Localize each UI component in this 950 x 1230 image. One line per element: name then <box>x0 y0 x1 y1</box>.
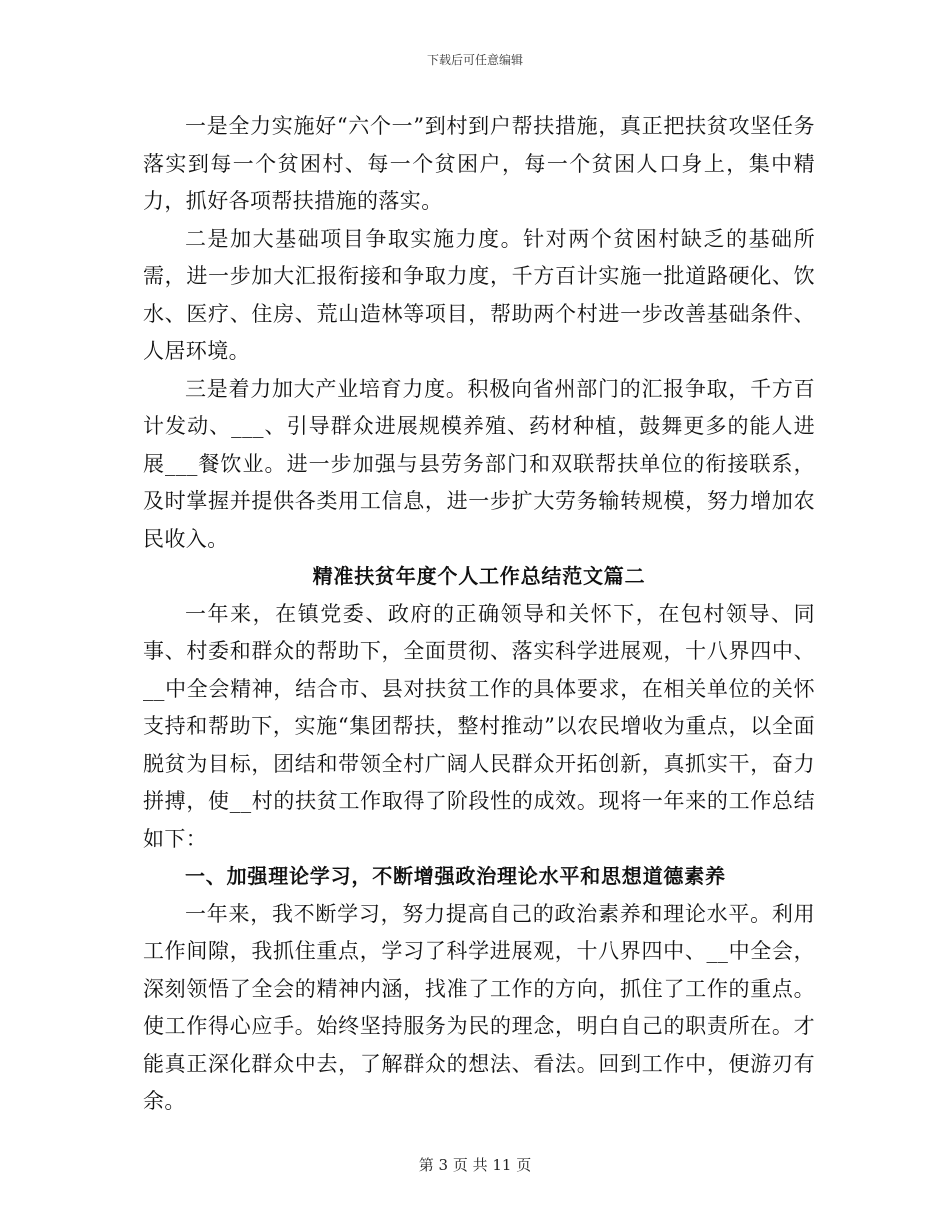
paragraph-measure-three: 三是着力加大产业培育力度。积极向省州部门的汇报争取，千方百计发动、___、引导群众进展规模养殖、药材种植，鼓舞更多的能人进展___餐饮业。进一步加强与县劳务部门和双联帮扶单位的衔接联系，及时掌握并提供各类用工信息，进一步扩大劳务输转规模，努力增加农民收入。 <box>143 376 815 551</box>
paragraph-section-one: 一年来，我不断学习，努力提高自己的政治素养和理论水平。利用工作间隙，我抓住重点，学习了科学进展观，十八界四中、__中全会，深刻领悟了全会的精神内涵，找准了工作的方向，抓住了工作的重点。使工作得心应手。始终坚持服务为民的理念，明白自己的职责所在。才能真正深化群众中去，了解群众的想法、看法。回到工作中，便游刃有余。 <box>143 901 815 1113</box>
paragraph-measure-one: 一是全力实施好“六个一”到村到户帮扶措施，真正把扶贫攻坚任务落实到每一个贫困村、每一个贫困户，每一个贫困人口身上，集中精力，抓好各项帮扶措施的落实。 <box>143 114 815 213</box>
page-footer: 第 3 页 共 11 页 <box>418 1156 532 1174</box>
paragraph-measure-two: 二是加大基础项目争取实施力度。针对两个贫困村缺乏的基础所需，进一步加大汇报衔接和争取力度，千方百计实施一批道路硬化、饮水、医疗、住房、荒山造林等项目，帮助两个村进一步改善基础条件、人居环境。 <box>143 226 815 363</box>
article-title: 精准扶贫年度个人工作总结范文篇二 <box>312 564 646 588</box>
paragraph-intro: 一年来，在镇党委、政府的正确领导和关怀下，在包村领导、同事、村委和群众的帮助下，全面贯彻、落实科学进展观，十八界四中、__中全会精神，结合市、县对扶贫工作的具体要求，在相关单位的关怀支持和帮助下，实施“集团帮扶，整村推动”以农民增收为重点，以全面脱贫为目标，团结和带领全村广阔人民群众开拓创新，真抓实干，奋力拼搏，使__村的扶贫工作取得了阶段性的成效。现将一年来的工作总结如下： <box>143 601 815 851</box>
section-heading-one: 一、加强理论学习，不断增强政治理论水平和思想道德素养 <box>185 864 726 888</box>
page-header: 下载后可任意编辑 <box>426 53 523 67</box>
document-body <box>143 108 815 1121</box>
